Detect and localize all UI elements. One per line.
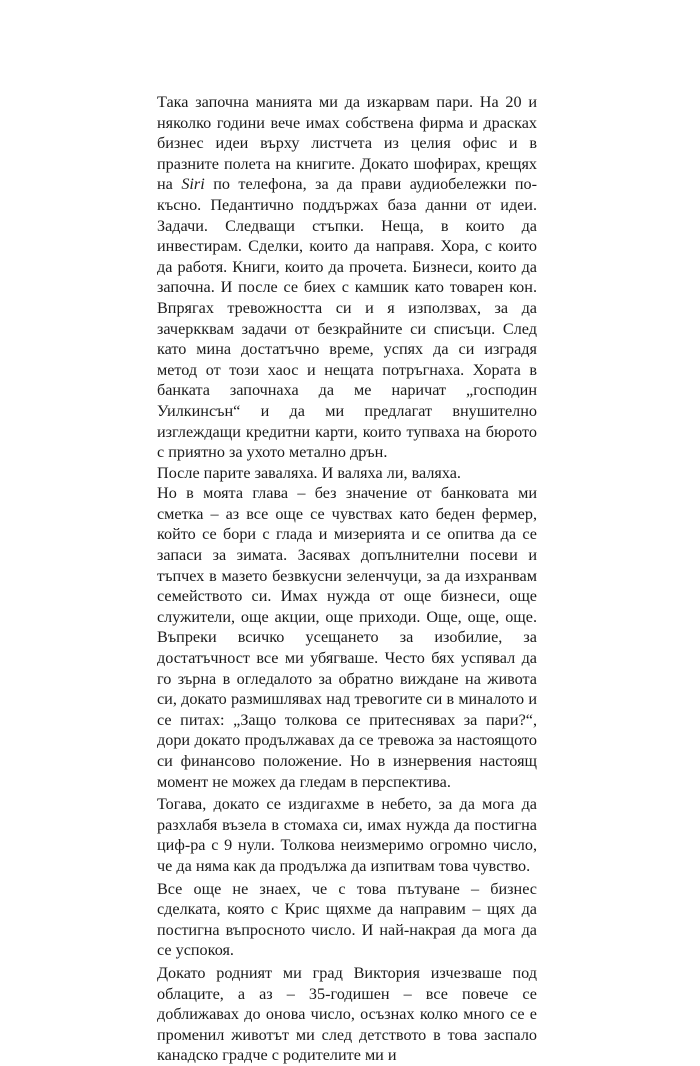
paragraph-poor-farmer: Но в моята глава – без значение от банковата ми сметка – аз все още се чувствах като беден фермер, който се бори с глада и мизерията и се опитва да се запаси за зимата. Засявах допълнителни посеви и тъпчех в мазето безвкусни зеленчуци, за да изхранвам семейството си. Имах нужда от още бизнеси, още служители, още акции, още приходи. Още, още, още. Въпреки всичко усещането за изобилие, за достатъчност все ми убягваше. Често бях успявал да го зърна в огледалото за обратно виждане на живота си, докато размишлявах над тревогите си в миналото и се питах: „Защо толкова се притеснявах за пари?“, дори докато продължавах да се тревожа за настоящото си финансово положение. Но в изнервения настоящ момент не можех да гледам в перспектива. — [157, 484, 537, 791]
paragraph-nine-zeros: Тогава, докато се издигахме в небето, за да мога да разхлабя възела в стомаха си, имах нужда да постигна циф-ра с 9 нули. Толкова неизмеримо огромно число, че да няма как да продължа да изпитвам това чувство. — [157, 795, 537, 875]
paragraph-victoria: Докато родният ми град Виктория изчезваше под облаците, а аз – 35-годишен – все повече се доближавах до онова число, осъзнах колко много се е променил животът ми след детството в това заспало канадско градче с родителите ми и — [157, 963, 537, 1065]
siri-emphasis: Siri — [181, 175, 205, 194]
paragraph-business-deal: Все още не знаех, че с това пътуване – бизнес сделката, която с Крис щяхме да направим – щях да постигна въпросното число. И най-накрая да мога да се успокоя. — [157, 879, 537, 960]
paragraph-money-mania: Така започна манията ми да изкарвам пари. На 20 и няколко години вече имах собствена фирма и драсках бизнес идеи върху листчета из целия офис и в празните полета на книгите. Докато шофирах, крещях на Siri по телефона, за да прави аудиобележки по-късно. Педантично поддържах база данни от идеи. Задачи. Следващи стъпки. Неща, в които да инвестирам. Сделки, които да направя. Хора, с които да работя. Книги, които да прочета. Бизнеси, които да започна. И после се биех с камшик като товарен кон. Впрягах тревожността си и я използвах, за да зачеркквам задачи от безкрайните си списъци. След като мина достатъчно време, успях да си изградя метод от този хаос и нещата потръгнаха. Хората в банката започнаха да ме наричат „господин Уилкинсън“ и да ми предлагат внушително изглеждащи кредитни карти, които тупваха на бюрото с приятно за ухото метално дрън. — [157, 93, 537, 462]
paragraph-money-rain: После парите заваляха. И валяха ли, валяха. — [157, 463, 461, 482]
body-text — [157, 92, 537, 1066]
